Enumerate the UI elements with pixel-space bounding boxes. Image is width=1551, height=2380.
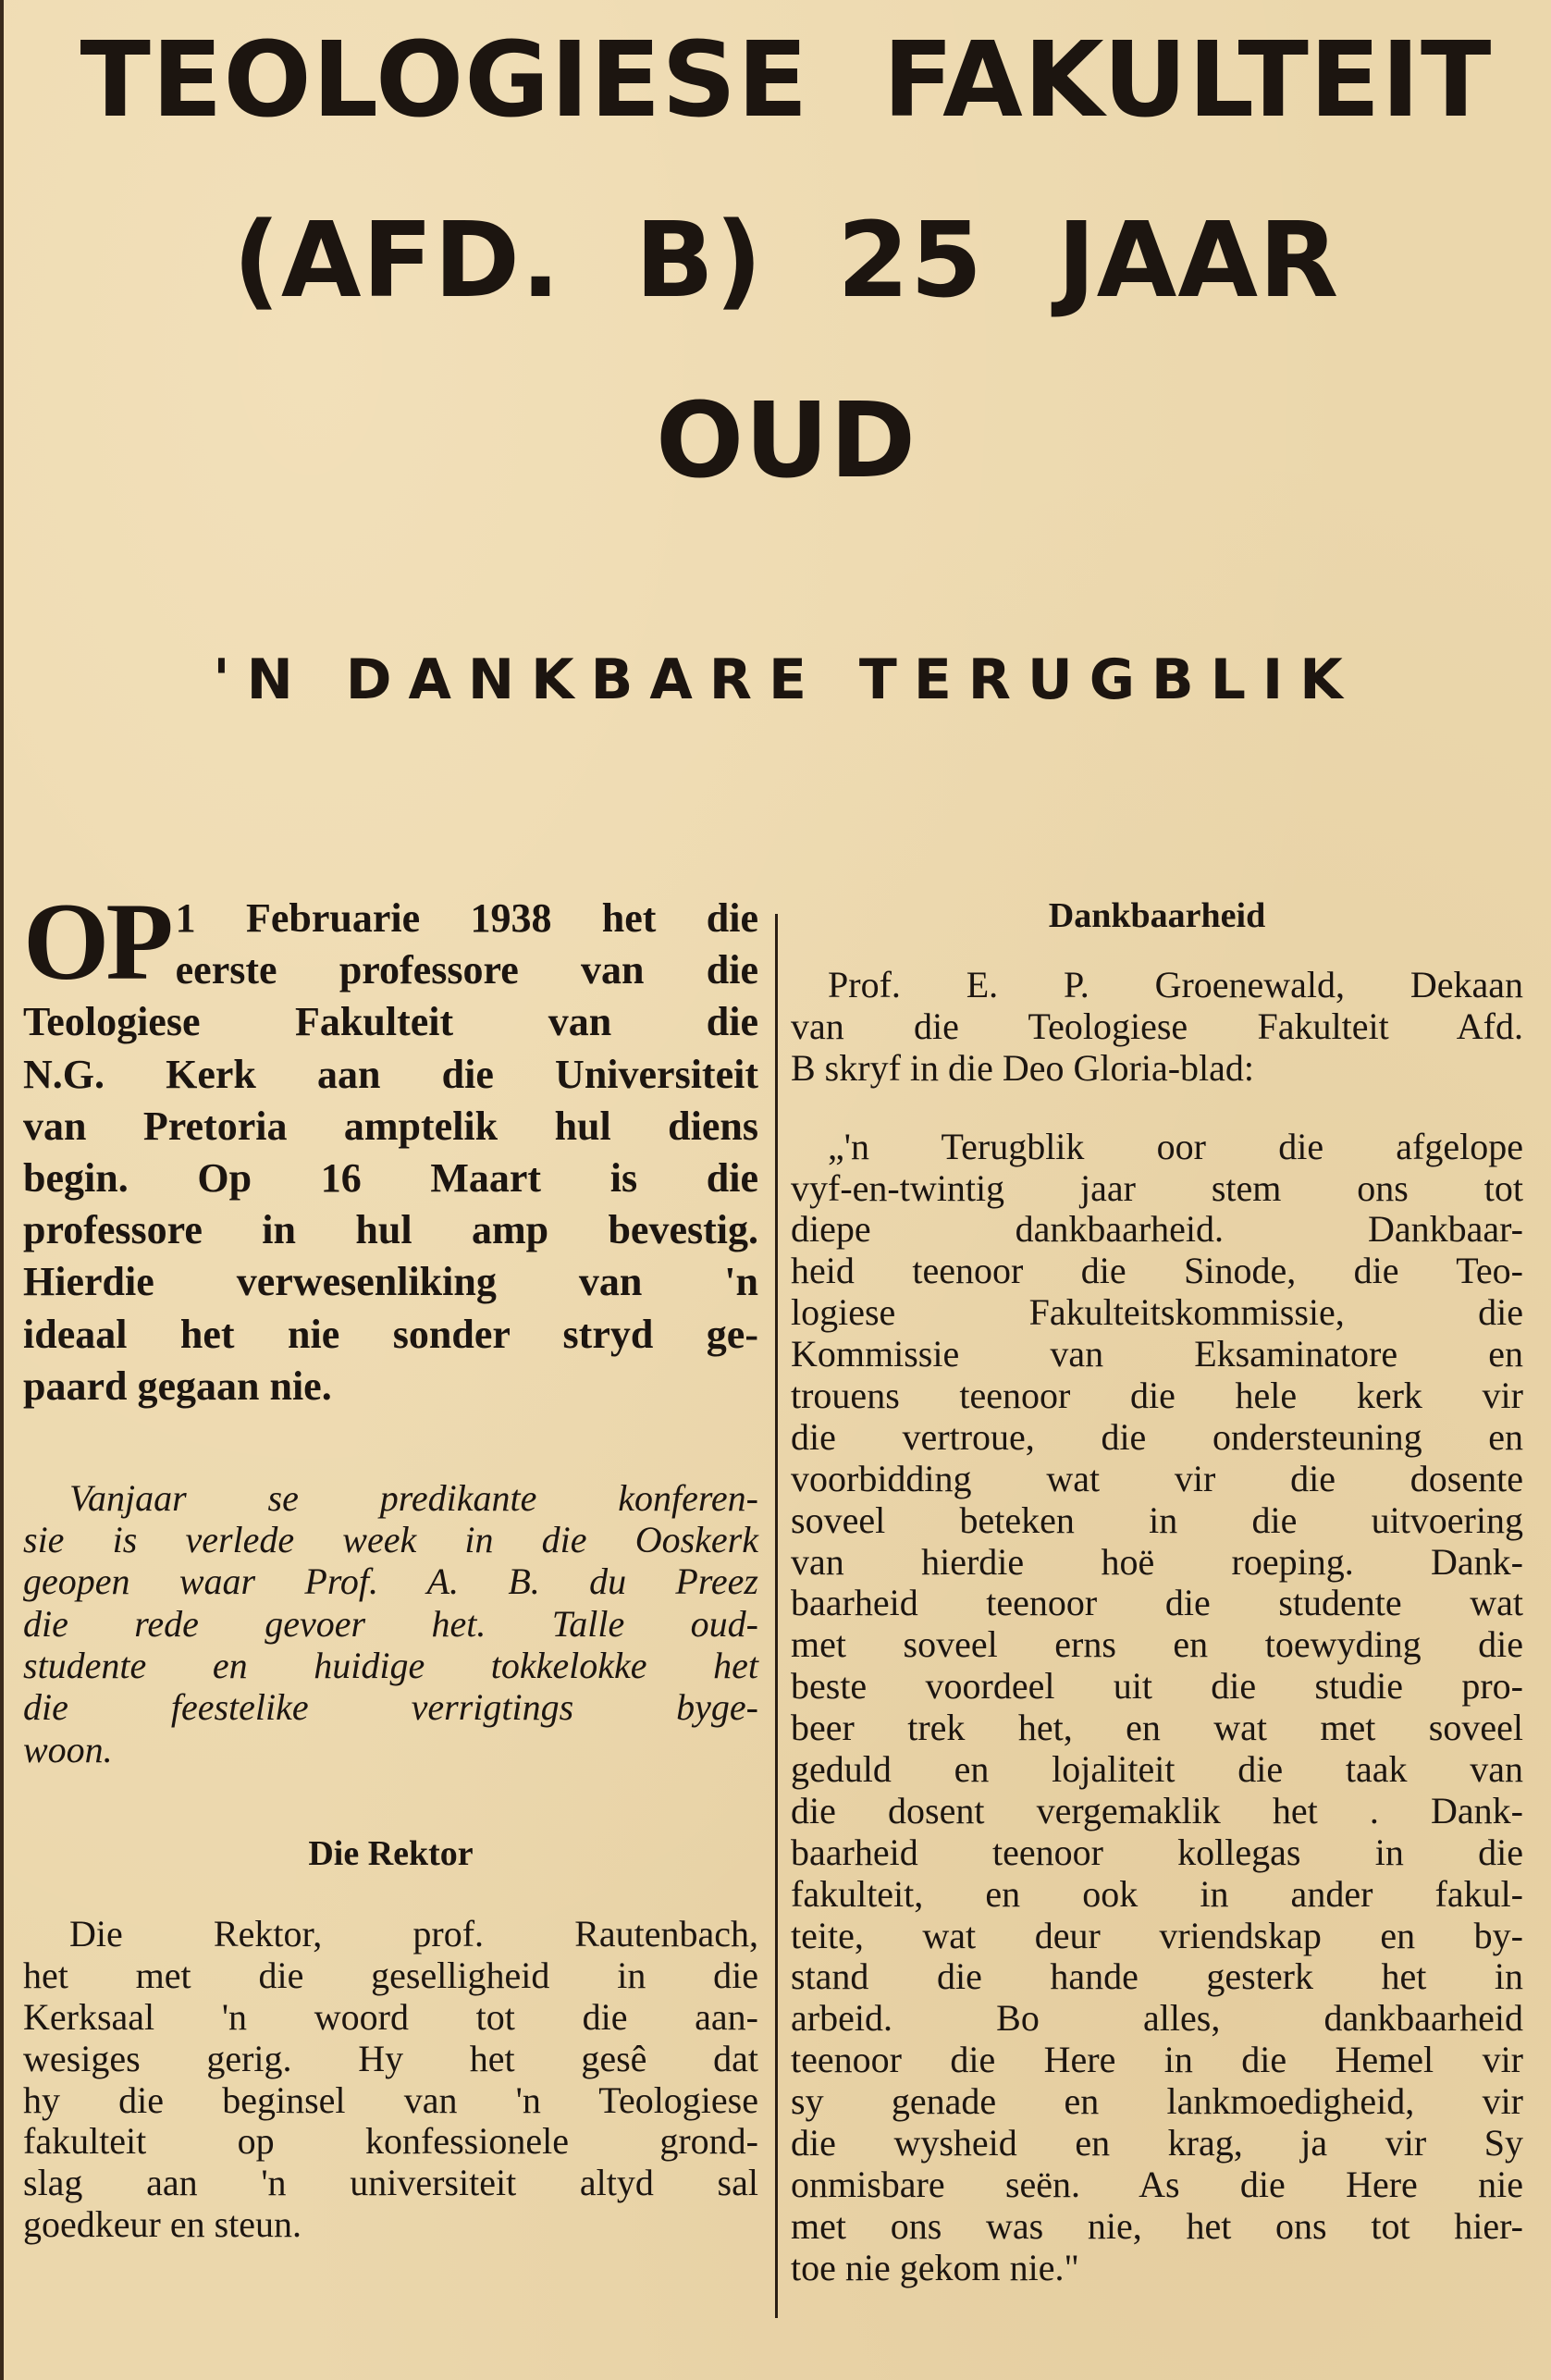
italic-line: geopen waar Prof. A. B. du Preez bbox=[23, 1560, 758, 1603]
quote-line: fakulteit, en ook in ander fakul- bbox=[791, 1872, 1523, 1915]
body-line: B skryf in die Deo Gloria-blad: bbox=[791, 1046, 1254, 1089]
quote-line: sy genade en lankmoedigheid, vir bbox=[791, 2080, 1523, 2123]
quote-line: arbeid. Bo alles, dankbaarheid bbox=[791, 1997, 1523, 2040]
quote-line: „'n Terugblik oor die afgelope bbox=[828, 1125, 1523, 1167]
headline-line-1: TEOLOGIESE FAKULTEIT bbox=[80, 20, 1493, 141]
right-column bbox=[791, 893, 1523, 2289]
lead-line: eerste professore van die bbox=[175, 947, 758, 993]
italic-line: die rede gevoer het. Talle oud- bbox=[23, 1602, 758, 1645]
italic-line: Vanjaar se predikante konferen- bbox=[69, 1476, 758, 1519]
body-line: wesiges gerig. Hy het gesê dat bbox=[23, 2037, 758, 2079]
quote-line: teenoor die Here in die Hemel vir bbox=[791, 2039, 1523, 2081]
lead-line: 1 Februarie 1938 het die bbox=[175, 895, 758, 941]
body-line: slag aan 'n universiteit altyd sal bbox=[23, 2162, 758, 2204]
lead-line: N.G. Kerk aan die Universiteit bbox=[23, 1051, 758, 1097]
lead-line: van Pretoria amptelik hul diens bbox=[23, 1103, 758, 1149]
quote-line: stand die hande gesterk het in bbox=[791, 1955, 1523, 1998]
quote-line: van hierdie hoë roeping. Dank- bbox=[791, 1540, 1523, 1583]
quote-line: baarheid teenoor kollegas in die bbox=[791, 1831, 1523, 1873]
dank-quote bbox=[791, 1127, 1523, 2289]
headline bbox=[55, 0, 1517, 532]
quote-line: vyf-en-twintig jaar stem ons tot bbox=[791, 1166, 1523, 1209]
quote-line: heid teenoor die Sinode, die Teo- bbox=[791, 1250, 1523, 1292]
dank-heading: Dankbaarheid bbox=[1048, 896, 1266, 935]
rektor-paragraph bbox=[23, 1914, 758, 2246]
quote-line: beste voordeel uit die studie pro- bbox=[791, 1665, 1523, 1708]
lead-line: begin. Op 16 Maart is die bbox=[23, 1154, 758, 1201]
quote-line: soveel beteken in die uitvoering bbox=[791, 1498, 1523, 1541]
lead-line: Hierdie verwesenliking van 'n bbox=[23, 1259, 758, 1305]
body-line: fakulteit op konfessionele grond- bbox=[23, 2120, 758, 2163]
subheadline: 'N DANKBARE TERUGBLIK bbox=[213, 647, 1360, 712]
italic-line: studente en huidige tokkelokke het bbox=[23, 1645, 758, 1687]
quote-line: onmisbare seën. As die Here nie bbox=[791, 2163, 1523, 2205]
quote-line: die dosent vergemaklik het . Dank- bbox=[791, 1789, 1523, 1831]
italic-line: die feestelike verrigtings byge- bbox=[23, 1686, 758, 1729]
quote-line: beer trek het, en wat met soveel bbox=[791, 1707, 1523, 1749]
clipping-edge bbox=[0, 0, 4, 2380]
quote-line: die wysheid en krag, ja vir Sy bbox=[791, 2122, 1523, 2164]
column-divider bbox=[775, 914, 778, 2318]
quote-line: logiese Fakulteitskommissie, die bbox=[791, 1291, 1523, 1334]
drop-cap: OP bbox=[23, 880, 170, 1003]
body-line: het met die geselligheid in die bbox=[23, 1954, 758, 1996]
dank-intro bbox=[791, 965, 1523, 1090]
headline-line-2: (AFD. B) 25 JAAR bbox=[232, 201, 1340, 321]
body-line: van die Teologiese Fakulteit Afd. bbox=[791, 1005, 1523, 1047]
quote-line: trouens teenoor die hele kerk vir bbox=[791, 1375, 1523, 1417]
italic-line: sie is verlede week in die Ooskerk bbox=[23, 1519, 758, 1561]
body-line: hy die beginsel van 'n Teologiese bbox=[23, 2078, 758, 2121]
quote-line: met ons was nie, het ons tot hier- bbox=[791, 2204, 1523, 2247]
left-column bbox=[23, 880, 758, 2246]
quote-line: toe nie gekom nie." bbox=[791, 2246, 1079, 2288]
italic-note bbox=[23, 1477, 758, 1770]
quote-line: diepe dankbaarheid. Dankbaar- bbox=[791, 1208, 1523, 1251]
headline-line-3: OUD bbox=[655, 381, 917, 501]
body-line: goedkeur en steun. bbox=[23, 2203, 302, 2246]
body-line: Prof. E. P. Groenewald, Dekaan bbox=[828, 964, 1523, 1005]
quote-line: teite, wat deur vriendskap en by- bbox=[791, 1914, 1523, 1956]
quote-line: met soveel erns en toewyding die bbox=[791, 1623, 1523, 1666]
lead-paragraph bbox=[23, 880, 758, 1412]
quote-line: die vertroue, die ondersteuning en bbox=[791, 1415, 1523, 1458]
body-line: Die Rektor, prof. Rautenbach, bbox=[69, 1912, 758, 1955]
quote-line: voorbidding wat vir die dosente bbox=[791, 1457, 1523, 1499]
body-line: Kerksaal 'n woord tot die aan- bbox=[23, 1995, 758, 2038]
lead-line: paard gegaan nie. bbox=[23, 1363, 332, 1409]
lead-line: professore in hul amp bevestig. bbox=[23, 1207, 758, 1253]
rektor-heading: Die Rektor bbox=[308, 1833, 474, 1873]
lead-line: Teologiese Fakulteit van die bbox=[23, 999, 758, 1045]
quote-line: geduld en lojaliteit die taak van bbox=[791, 1748, 1523, 1791]
quote-line: baarheid teenoor die studente wat bbox=[791, 1582, 1523, 1624]
quote-line: Kommissie van Eksaminatore en bbox=[791, 1333, 1523, 1375]
italic-line: woon. bbox=[23, 1728, 113, 1770]
lead-line: ideaal het nie sonder stryd ge- bbox=[23, 1311, 758, 1357]
